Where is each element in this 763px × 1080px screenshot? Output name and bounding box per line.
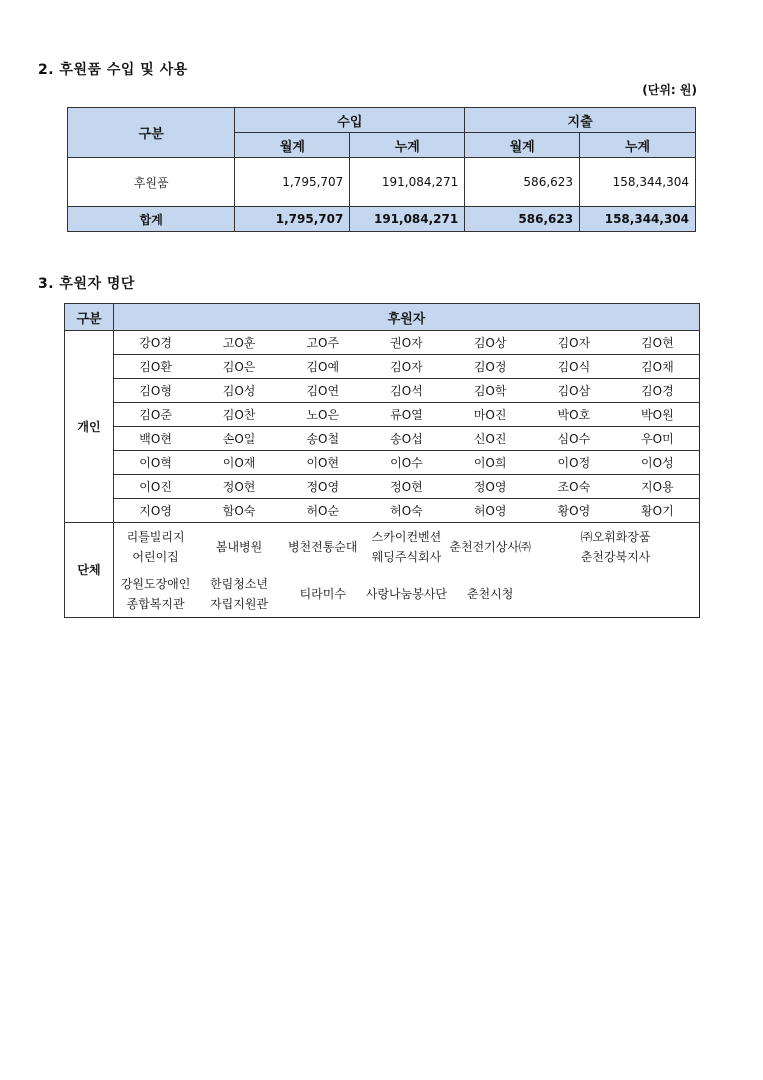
donor-name: 김O자 bbox=[532, 331, 616, 355]
group-donor-line1: 한림청소년 bbox=[210, 576, 269, 591]
table-row bbox=[65, 379, 700, 403]
donor-name: 황O영 bbox=[557, 504, 591, 518]
group-category-label: 단체 bbox=[65, 523, 114, 618]
total-income-monthly: 1,795,707 bbox=[235, 207, 350, 232]
donor-name: 허O숙 bbox=[390, 504, 423, 518]
donor-name: 마O진 bbox=[448, 403, 532, 427]
donor-name: 신O진 bbox=[448, 427, 532, 451]
group-donor-line2: 춘천강북지사 bbox=[580, 549, 651, 564]
table-row bbox=[65, 475, 700, 499]
income-cumulative-cell: 191,084,271 bbox=[350, 158, 465, 207]
table-row bbox=[65, 403, 700, 427]
donor-name: 박O원 bbox=[616, 403, 700, 427]
donor-name: 손O일 bbox=[197, 427, 281, 451]
donor-name: 허O영 bbox=[473, 504, 507, 518]
donor-name: 김O채 bbox=[616, 355, 700, 379]
table-row bbox=[68, 158, 696, 207]
donor-name: 김O은 bbox=[197, 355, 281, 379]
table-row bbox=[65, 331, 700, 355]
donor-name: 정O현 bbox=[365, 475, 449, 499]
donor-name: 김O상 bbox=[448, 331, 532, 355]
donor-name: 지O용 bbox=[616, 475, 700, 499]
group-donor bbox=[448, 570, 532, 618]
section2-title: 2. 후원품 수입 및 사용 bbox=[38, 62, 188, 78]
group-donor bbox=[114, 523, 198, 571]
group-donor bbox=[365, 523, 449, 571]
total-label: 합계 bbox=[68, 207, 235, 232]
group-donor bbox=[281, 570, 365, 618]
donor-list-table bbox=[64, 303, 700, 618]
donor-name: 고O주 bbox=[281, 331, 365, 355]
total-income-cumulative: 191,084,271 bbox=[350, 207, 465, 232]
group-donor-line1: 춘천시청 bbox=[466, 586, 514, 601]
donor-name: 이O혁 bbox=[114, 451, 198, 475]
donor-name: 김O학 bbox=[448, 379, 532, 403]
table-row bbox=[65, 523, 700, 571]
donor-name: 김O연 bbox=[281, 379, 365, 403]
group-donor bbox=[197, 570, 281, 618]
expense-cumulative-cell: 158,344,304 bbox=[580, 158, 696, 207]
donor-name: 김O형 bbox=[114, 379, 198, 403]
donor-name: 노O은 bbox=[281, 403, 365, 427]
total-expense-cumulative: 158,344,304 bbox=[580, 207, 696, 232]
donor-name: 이O현 bbox=[281, 451, 365, 475]
group-donor-line1: 춘천전기상사㈜ bbox=[449, 539, 531, 554]
header-expense-monthly: 월계 bbox=[465, 133, 580, 158]
donor-name: 조O숙 bbox=[532, 475, 616, 499]
donor-name: 이O진 bbox=[114, 475, 198, 499]
donor-name: 함O숙 bbox=[222, 504, 256, 518]
row-label: 후원품 bbox=[68, 158, 235, 207]
header-income: 수입 bbox=[235, 108, 465, 133]
donor-name: 이O정 bbox=[532, 451, 616, 475]
header-donor: 후원자 bbox=[114, 304, 700, 331]
donor-name: 김O경 bbox=[616, 379, 700, 403]
donor-name: 정O영 bbox=[281, 475, 365, 499]
header-category: 구분 bbox=[68, 108, 235, 158]
header-category: 구분 bbox=[65, 304, 114, 331]
donor-name: 지O영 bbox=[139, 504, 172, 518]
donor-name: 김O식 bbox=[532, 355, 616, 379]
donor-name: 박O호 bbox=[532, 403, 616, 427]
donor-name: 김O성 bbox=[197, 379, 281, 403]
group-donor bbox=[281, 523, 365, 571]
group-donor-line1: ㈜오휘화장품 bbox=[580, 529, 651, 544]
donor-name: 백O현 bbox=[114, 427, 198, 451]
donor-name: 김O예 bbox=[281, 355, 365, 379]
donor-name: 심O수 bbox=[532, 427, 616, 451]
donor-name: 김O환 bbox=[114, 355, 198, 379]
donor-name: 김O삼 bbox=[532, 379, 616, 403]
donor-name: 강O경 bbox=[114, 331, 198, 355]
table-row bbox=[65, 570, 700, 618]
group-donor bbox=[448, 523, 532, 571]
donor-name: 이O재 bbox=[197, 451, 281, 475]
donor-name: 정O현 bbox=[197, 475, 281, 499]
section3-title: 3. 후원자 명단 bbox=[38, 276, 135, 292]
total-expense-monthly: 586,623 bbox=[465, 207, 580, 232]
group-donor-line1: 티라미수 bbox=[299, 586, 346, 601]
individual-category-label: 개인 bbox=[65, 331, 114, 523]
donor-name: 황O기 bbox=[641, 504, 674, 518]
donor-name: 김O석 bbox=[365, 379, 449, 403]
group-donor-line1: 사랑나눔봉사단 bbox=[365, 586, 448, 601]
group-donor-line1: 스카이컨벤션 bbox=[371, 529, 442, 544]
donor-name: 김O찬 bbox=[197, 403, 281, 427]
expense-monthly-cell: 586,623 bbox=[465, 158, 580, 207]
group-donor bbox=[532, 523, 699, 571]
donation-goods-table bbox=[67, 107, 696, 232]
donor-name: 우O미 bbox=[616, 427, 700, 451]
table-row bbox=[65, 355, 700, 379]
donor-name: 김O현 bbox=[616, 331, 700, 355]
donor-name: 이O수 bbox=[365, 451, 449, 475]
group-donor bbox=[532, 570, 699, 618]
donor-name: 고O훈 bbox=[197, 331, 281, 355]
donor-name: 허O순 bbox=[306, 504, 340, 518]
group-donor-line1: 봄내병원 bbox=[215, 539, 263, 554]
table-row bbox=[65, 451, 700, 475]
donor-name: 김O자 bbox=[365, 355, 449, 379]
group-donor-line2: 자립지원관 bbox=[210, 596, 269, 611]
header-income-monthly: 월계 bbox=[235, 133, 350, 158]
group-donor-line1: 병천전통순대 bbox=[287, 539, 358, 554]
income-monthly-cell: 1,795,707 bbox=[235, 158, 350, 207]
donor-name: 김O정 bbox=[448, 355, 532, 379]
header-expense-cumulative: 누계 bbox=[580, 133, 696, 158]
donor-name: 권O자 bbox=[365, 331, 449, 355]
unit-label: (단위: 원) bbox=[642, 83, 697, 97]
group-donor bbox=[365, 570, 449, 618]
group-donor-line1: 강원도장애인 bbox=[120, 576, 191, 591]
header-income-cumulative: 누계 bbox=[350, 133, 465, 158]
donor-name: 김O준 bbox=[114, 403, 198, 427]
donor-name: 이O희 bbox=[448, 451, 532, 475]
header-expense: 지출 bbox=[465, 108, 696, 133]
donor-name: 류O열 bbox=[365, 403, 449, 427]
total-row bbox=[68, 207, 696, 232]
table-row bbox=[65, 499, 700, 523]
donor-name: 송O철 bbox=[281, 427, 365, 451]
group-donor-line1: 리틀빌리지 bbox=[126, 529, 185, 544]
donor-name: 송O섭 bbox=[365, 427, 449, 451]
group-donor bbox=[114, 570, 198, 618]
donor-name: 정O영 bbox=[448, 475, 532, 499]
donor-name: 이O성 bbox=[616, 451, 700, 475]
table-row bbox=[65, 427, 700, 451]
group-donor-line2: 웨딩주식회사 bbox=[371, 549, 442, 564]
group-donor bbox=[197, 523, 281, 571]
group-donor-line2: 종합복지관 bbox=[126, 596, 185, 611]
group-donor-line2: 어린이집 bbox=[132, 549, 179, 564]
